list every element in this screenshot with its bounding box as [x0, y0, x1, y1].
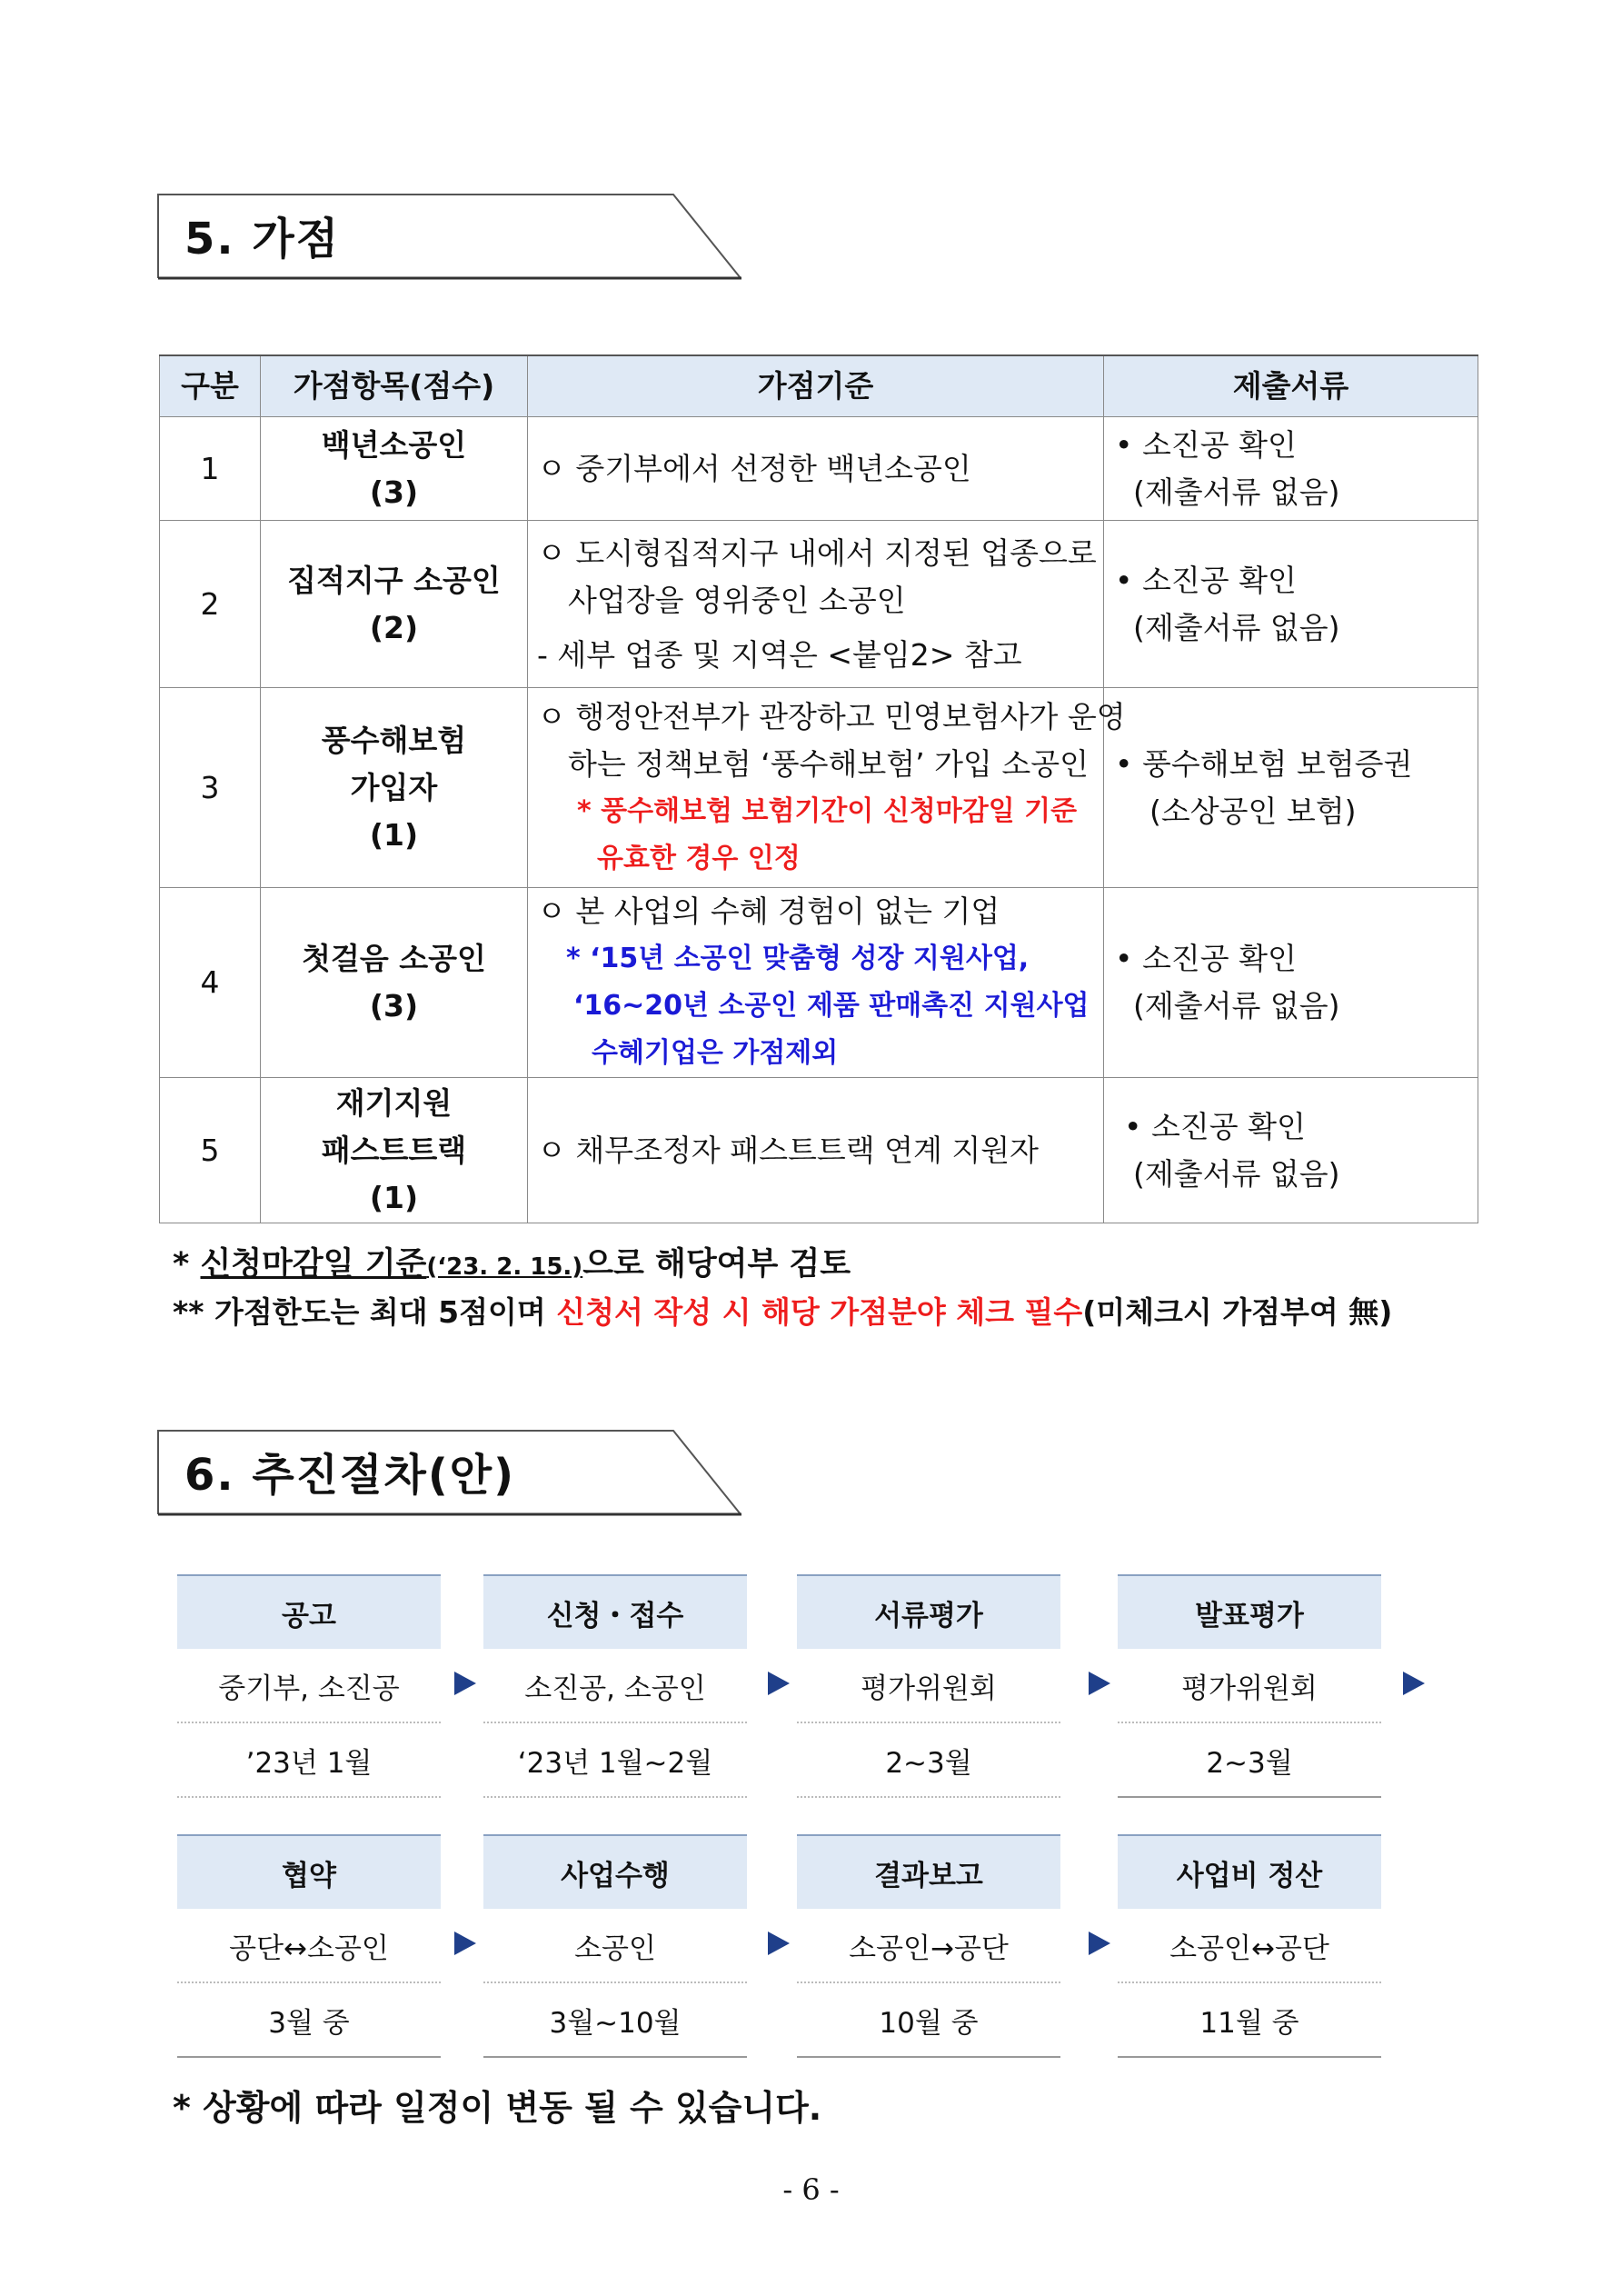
process-step-title: 발표평가 [1118, 1574, 1381, 1649]
table-header-row [160, 355, 1478, 417]
row-no: 4 [160, 888, 261, 1078]
process-step [797, 1574, 1060, 1798]
arrow-right-icon [454, 1932, 476, 1955]
process-step [1118, 1574, 1381, 1798]
process-step [177, 1834, 441, 2058]
col-header-docs: 제출서류 [1104, 355, 1478, 417]
row-criteria: ㅇ 본 사업의 수혜 경험이 없는 기업 * ‘15년 소공인 맞춤형 성장 지원사업, ‘16~20년 소공인 제품 판매촉진 지원사업 수혜기업은 가점제외 [528, 888, 1104, 1078]
process-step-actor: 중기부, 소진공 [177, 1649, 441, 1723]
process-step-title: 서류평가 [797, 1574, 1060, 1649]
process-step-period: 11월 중 [1118, 1983, 1381, 2058]
table-row [160, 521, 1478, 688]
process-step-title: 신청・접수 [483, 1574, 747, 1649]
section-5-header [157, 193, 743, 280]
table-row [160, 1078, 1478, 1223]
process-step-actor: 소공인 [483, 1909, 747, 1983]
table-row [160, 888, 1478, 1078]
col-header-no: 구분 [160, 355, 261, 417]
note-deadline: * 신청마감일 기준(‘23. 2. 15.)으로 해당여부 검토 [173, 1246, 851, 1283]
table-row [160, 688, 1478, 888]
row-criteria: ㅇ 채무조정자 패스트트랙 연계 지원자 [528, 1078, 1104, 1223]
process-step-period: ‘23년 1월~2월 [483, 1723, 747, 1798]
process-step-actor: 소공인→공단 [797, 1909, 1060, 1983]
note-bonus-limit: ** 가점한도는 최대 5점이며 신청서 작성 시 해당 가점분야 체크 필수(미체크시 가점부여 無) [173, 1294, 1393, 1330]
process-step-title: 사업수행 [483, 1834, 747, 1909]
table-row [160, 417, 1478, 521]
process-step-title: 공고 [177, 1574, 441, 1649]
process-step-period: ’23년 1월 [177, 1723, 441, 1798]
col-header-item: 가점항목(점수) [261, 355, 528, 417]
arrow-right-icon [1089, 1932, 1110, 1955]
row-no: 2 [160, 521, 261, 688]
row-item: 풍수해보험 가입자 (1) [261, 688, 528, 888]
bonus-table [159, 354, 1478, 1223]
process-step-actor: 공단↔소공인 [177, 1909, 441, 1983]
row-no: 3 [160, 688, 261, 888]
row-docs: • 소진공 확인 (제출서류 없음) [1104, 417, 1478, 521]
row-docs: • 소진공 확인 (제출서류 없음) [1104, 888, 1478, 1078]
process-step-period: 2~3월 [797, 1723, 1060, 1798]
row-item: 집적지구 소공인 (2) [261, 521, 528, 688]
row-no: 5 [160, 1078, 261, 1223]
arrow-right-icon [768, 1932, 790, 1955]
process-step-actor: 소진공, 소공인 [483, 1649, 747, 1723]
row-criteria: ㅇ 행정안전부가 관장하고 민영보험사가 운영 하는 정책보험 ‘풍수해보험’ 가입 소공인 * 풍수해보험 보험기간이 신청마감일 기준 유효한 경우 인정 [528, 688, 1104, 888]
row-docs: • 소진공 확인 (제출서류 없음) [1104, 1078, 1478, 1223]
process-step [1118, 1834, 1381, 2058]
process-step-period: 2~3월 [1118, 1723, 1381, 1798]
process-step [797, 1834, 1060, 2058]
row-no: 1 [160, 417, 261, 521]
row-item: 백년소공인 (3) [261, 417, 528, 521]
process-step-title: 결과보고 [797, 1834, 1060, 1909]
process-step-actor: 평가위원회 [797, 1649, 1060, 1723]
section-6-title: 6. 추진절차(안) [184, 1450, 516, 1501]
row-criteria: ㅇ 도시형집적지구 내에서 지정된 업종으로 사업장을 영위중인 소공인 - 세부 업종 및 지역은 <붙임2> 참고 [528, 521, 1104, 688]
section-6-header [157, 1429, 743, 1516]
process-step-period: 3월~10월 [483, 1983, 747, 2058]
process-step [483, 1574, 747, 1798]
process-step [483, 1834, 747, 2058]
process-step [177, 1574, 441, 1798]
arrow-right-icon [454, 1672, 476, 1695]
process-step-title: 협약 [177, 1834, 441, 1909]
page-number: - 6 - [782, 2172, 840, 2207]
arrow-right-icon [1089, 1672, 1110, 1695]
row-docs: • 풍수해보험 보험증권 (소상공인 보험) [1104, 688, 1478, 888]
arrow-right-icon [768, 1672, 790, 1695]
row-criteria: ㅇ 중기부에서 선정한 백년소공인 [528, 417, 1104, 521]
row-docs: • 소진공 확인 (제출서류 없음) [1104, 521, 1478, 688]
row-item: 첫걸음 소공인 (3) [261, 888, 528, 1078]
process-step-title: 사업비 정산 [1118, 1834, 1381, 1909]
process-step-period: 10월 중 [797, 1983, 1060, 2058]
process-step-period: 3월 중 [177, 1983, 441, 2058]
arrow-right-icon [1403, 1672, 1425, 1695]
col-header-criteria: 가점기준 [528, 355, 1104, 417]
row-item: 재기지원 패스트트랙 (1) [261, 1078, 528, 1223]
schedule-note: * 상황에 따라 일정이 변동 될 수 있습니다. [173, 2088, 822, 2128]
process-step-actor: 소공인↔공단 [1118, 1909, 1381, 1983]
process-step-actor: 평가위원회 [1118, 1649, 1381, 1723]
section-5-title: 5. 가점 [184, 214, 341, 265]
